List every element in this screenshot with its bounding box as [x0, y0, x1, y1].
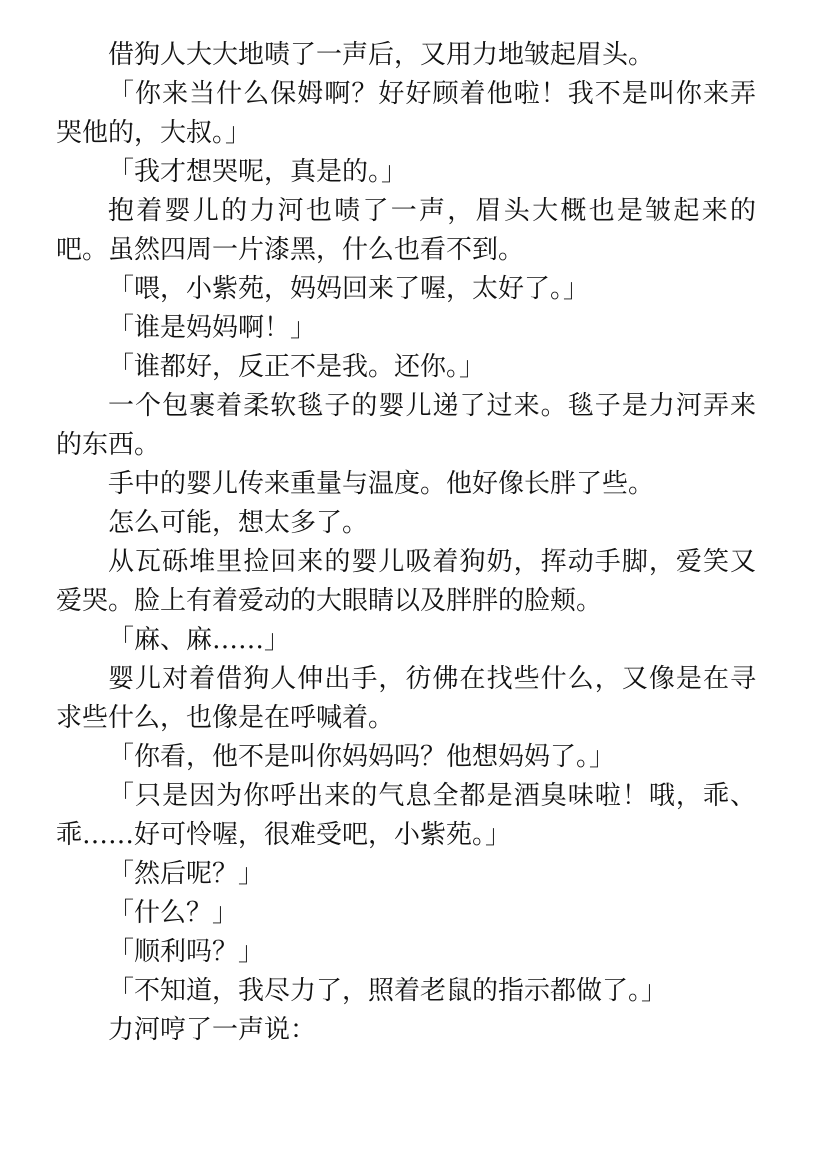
paragraph: 手中的婴儿传来重量与温度。他好像长胖了些。: [108, 469, 655, 499]
paragraph: 借狗人大大地啧了一声后，又用力地皱起眉头。: [108, 40, 655, 70]
paragraph: 「顺利吗？」: [108, 937, 265, 967]
paragraph: 从瓦砾堆里捡回来的婴儿吸着狗奶，挥动手脚，爱笑又爱哭。脸上有着爱动的大眼睛以及胖胖的脸颊。: [56, 547, 756, 616]
paragraph: 婴儿对着借狗人伸出手，彷佛在找些什么，又像是在寻求些什么，也像是在呼喊着。: [56, 664, 756, 733]
paragraph: 「我才想哭呢，真是的。」: [108, 157, 408, 187]
paragraph: 「只是因为你呼出来的气息全都是酒臭味啦！哦，乖、乖……好可怜喔，很难受吧，小紫苑。」: [56, 781, 756, 850]
paragraph: 抱着婴儿的力河也啧了一声，眉头大概也是皱起来的吧。虽然四周一片漆黑，什么也看不到。: [56, 196, 756, 265]
paragraph: 「麻、麻……」: [108, 625, 291, 655]
paragraph: 怎么可能，想太多了。: [108, 508, 369, 538]
paragraph: 「什么？」: [108, 898, 239, 928]
paragraph: 「然后呢？」: [108, 859, 265, 889]
paragraph: 「你来当什么保姆啊？好好顾着他啦！我不是叫你来弄哭他的，大叔。」: [56, 79, 756, 148]
paragraph: 「喂，小紫苑，妈妈回来了喔，太好了。」: [108, 274, 590, 304]
paragraph: 「你看，他不是叫你妈妈吗？他想妈妈了。」: [108, 742, 616, 772]
paragraph: 一个包裹着柔软毯子的婴儿递了过来。毯子是力河弄来的东西。: [56, 391, 756, 460]
paragraph: 「谁都好，反正不是我。还你。」: [108, 352, 486, 382]
document-page: [56, 36, 756, 1050]
paragraph: 力河哼了一声说：: [108, 1015, 317, 1045]
paragraph: 「谁是妈妈啊！」: [108, 313, 317, 343]
paragraph: 「不知道，我尽力了，照着老鼠的指示都做了。」: [108, 976, 668, 1006]
